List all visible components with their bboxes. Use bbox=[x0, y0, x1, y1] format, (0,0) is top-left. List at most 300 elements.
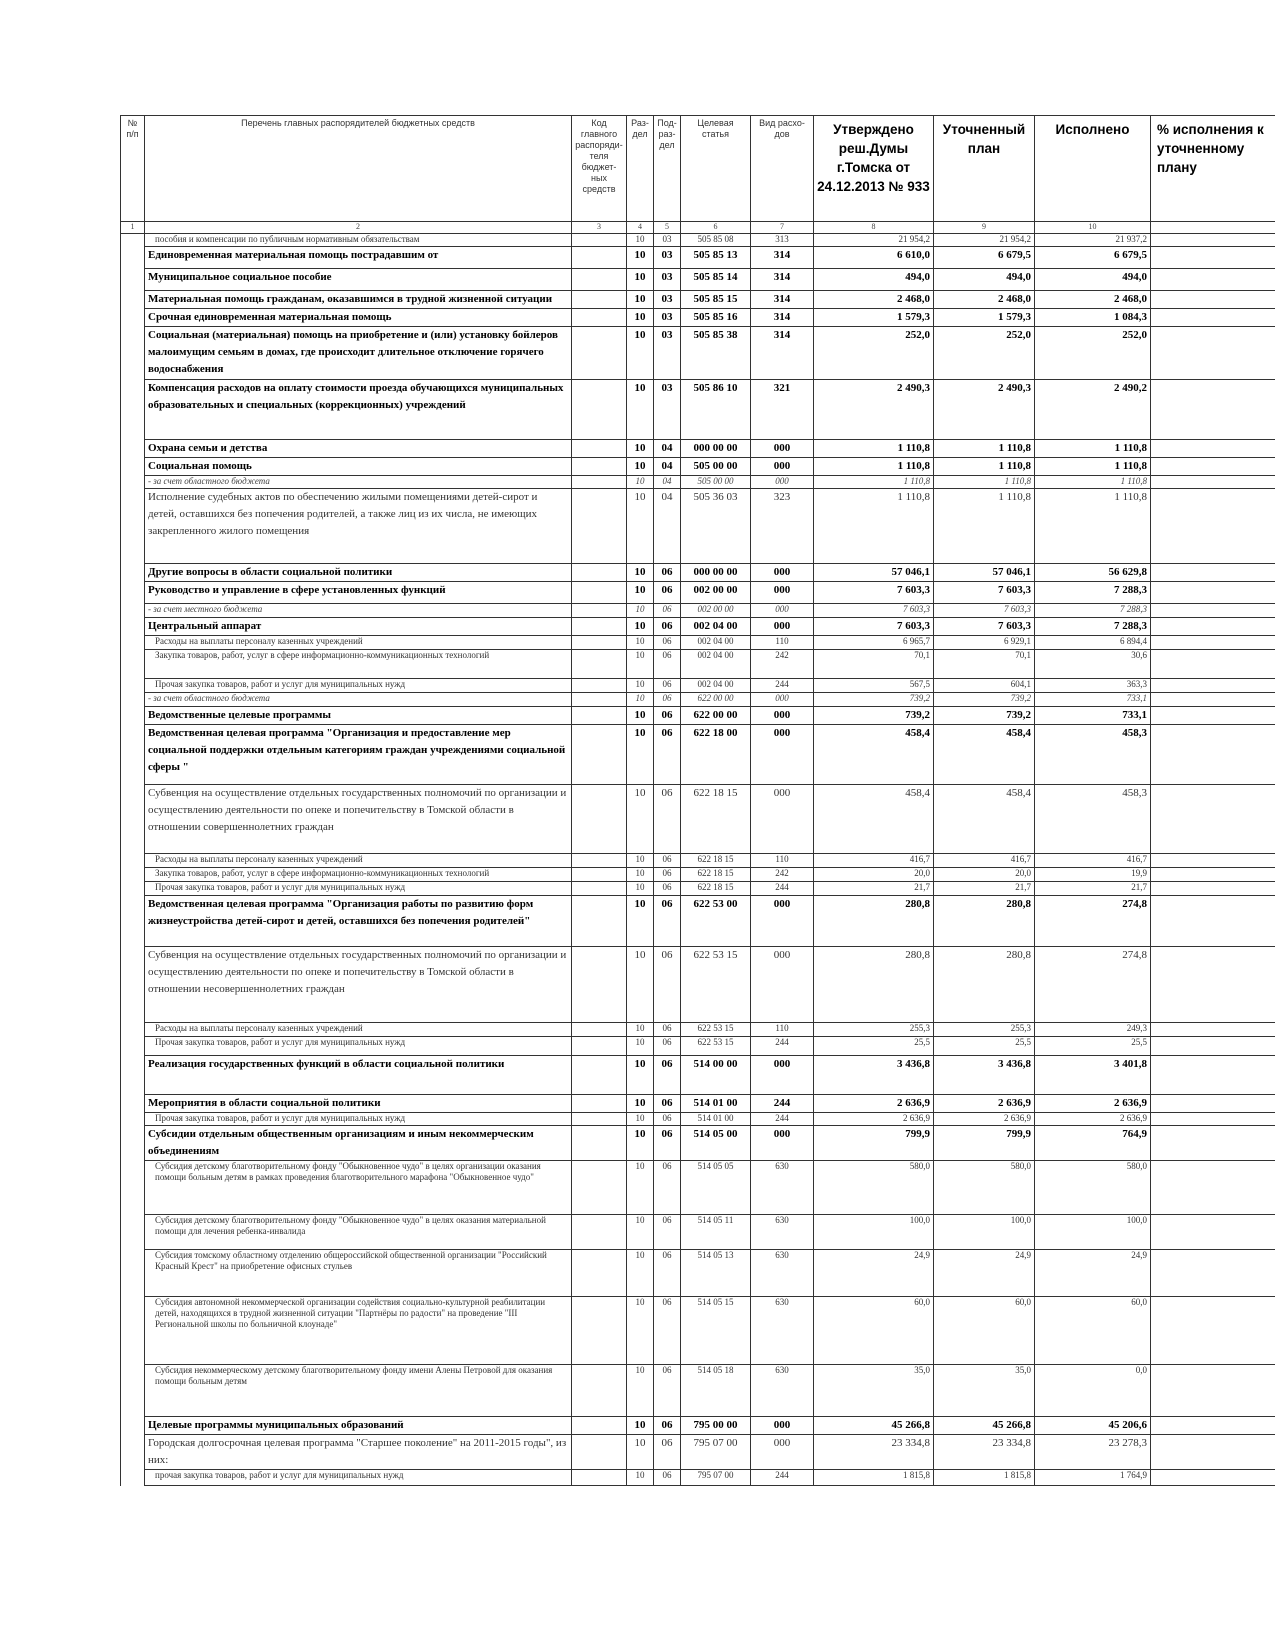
cell-ks: 514 05 00 bbox=[681, 1126, 751, 1161]
header-code: Код главного распоряди-теля бюджет-ных средств bbox=[572, 116, 627, 222]
row-number-cell bbox=[121, 1161, 145, 1215]
cell-ks: 505 86 10 bbox=[681, 380, 751, 440]
cell-percent bbox=[1151, 725, 1275, 785]
cell-percent bbox=[1151, 1435, 1275, 1470]
cell-razdel: 10 bbox=[627, 476, 654, 489]
row-number-cell bbox=[121, 489, 145, 564]
col-number: 3 bbox=[572, 222, 627, 234]
cell-name: Ведомственная целевая программа "Организация и предоставление мер социальной поддержки отдельным категориям граждан учреждениями социальной сферы " bbox=[145, 725, 572, 785]
cell-ks: 795 07 00 bbox=[681, 1470, 751, 1486]
row-number-cell bbox=[121, 947, 145, 1023]
cell-executed: 21,7 bbox=[1035, 882, 1151, 896]
cell-podrazdel: 06 bbox=[654, 1023, 681, 1037]
header-target: Целевая статья bbox=[681, 116, 751, 222]
cell-approved: 1 110,8 bbox=[814, 440, 934, 458]
cell-percent bbox=[1151, 947, 1275, 1023]
cell-percent bbox=[1151, 854, 1275, 868]
cell-code bbox=[572, 489, 627, 564]
cell-ks: 002 00 00 bbox=[681, 604, 751, 618]
row-number-cell bbox=[121, 1470, 145, 1486]
row-number-cell bbox=[121, 785, 145, 854]
table-row bbox=[121, 489, 1275, 564]
cell-vr: 314 bbox=[751, 269, 814, 291]
cell-vr: 000 bbox=[751, 1435, 814, 1470]
cell-plan: 6 679,5 bbox=[934, 247, 1035, 269]
cell-podrazdel: 06 bbox=[654, 1095, 681, 1113]
cell-approved: 252,0 bbox=[814, 327, 934, 380]
col-number: 10 bbox=[1035, 222, 1151, 234]
cell-podrazdel: 04 bbox=[654, 489, 681, 564]
cell-executed: 56 629,8 bbox=[1035, 564, 1151, 582]
cell-name: - за счет местного бюджета bbox=[145, 604, 572, 618]
cell-approved: 567,5 bbox=[814, 679, 934, 693]
row-number-cell bbox=[121, 1095, 145, 1113]
cell-plan: 20,0 bbox=[934, 868, 1035, 882]
cell-vr: 000 bbox=[751, 458, 814, 476]
cell-approved: 21,7 bbox=[814, 882, 934, 896]
cell-approved: 1 110,8 bbox=[814, 489, 934, 564]
cell-podrazdel: 06 bbox=[654, 636, 681, 650]
header-row bbox=[121, 116, 1275, 222]
cell-code bbox=[572, 636, 627, 650]
cell-percent bbox=[1151, 1095, 1275, 1113]
cell-plan: 21 954,2 bbox=[934, 234, 1035, 247]
cell-executed: 23 278,3 bbox=[1035, 1435, 1151, 1470]
cell-plan: 2 636,9 bbox=[934, 1095, 1035, 1113]
cell-executed: 45 206,6 bbox=[1035, 1417, 1151, 1435]
cell-podrazdel: 06 bbox=[654, 1126, 681, 1161]
cell-name: Социальная помощь bbox=[145, 458, 572, 476]
table-row bbox=[121, 1161, 1275, 1215]
cell-code bbox=[572, 1417, 627, 1435]
cell-name: Расходы на выплаты персоналу казенных учреждений bbox=[145, 1023, 572, 1037]
cell-code bbox=[572, 1250, 627, 1297]
row-number-cell bbox=[121, 679, 145, 693]
cell-code bbox=[572, 1365, 627, 1417]
cell-percent bbox=[1151, 882, 1275, 896]
cell-vr: 000 bbox=[751, 947, 814, 1023]
cell-code bbox=[572, 309, 627, 327]
cell-plan: 1 110,8 bbox=[934, 440, 1035, 458]
cell-razdel: 10 bbox=[627, 1250, 654, 1297]
cell-executed: 580,0 bbox=[1035, 1161, 1151, 1215]
cell-percent bbox=[1151, 458, 1275, 476]
cell-plan: 1 110,8 bbox=[934, 458, 1035, 476]
cell-vr: 244 bbox=[751, 1470, 814, 1486]
table-row bbox=[121, 291, 1275, 309]
cell-percent bbox=[1151, 650, 1275, 679]
cell-approved: 739,2 bbox=[814, 707, 934, 725]
cell-ks: 514 05 05 bbox=[681, 1161, 751, 1215]
cell-code bbox=[572, 564, 627, 582]
table-row bbox=[121, 636, 1275, 650]
cell-approved: 20,0 bbox=[814, 868, 934, 882]
cell-approved: 45 266,8 bbox=[814, 1417, 934, 1435]
cell-name: Исполнение судебных актов по обеспечению жилыми помещениями детей-сирот и детей, оставшихся без попечения родителей, а также лиц из их числа, не имеющих закрепленного жилого помещения bbox=[145, 489, 572, 564]
cell-ks: 505 00 00 bbox=[681, 458, 751, 476]
cell-ks: 000 00 00 bbox=[681, 564, 751, 582]
cell-executed: 249,3 bbox=[1035, 1023, 1151, 1037]
cell-percent bbox=[1151, 269, 1275, 291]
cell-plan: 25,5 bbox=[934, 1037, 1035, 1056]
header-approved: Утверждено реш.Думы г.Томска от 24.12.2013 № 933 bbox=[814, 116, 934, 222]
cell-vr: 244 bbox=[751, 882, 814, 896]
cell-executed: 2 490,2 bbox=[1035, 380, 1151, 440]
cell-executed: 252,0 bbox=[1035, 327, 1151, 380]
header-subsection: Под-раз-дел bbox=[654, 116, 681, 222]
row-number-cell bbox=[121, 896, 145, 947]
row-number-cell bbox=[121, 564, 145, 582]
cell-plan: 35,0 bbox=[934, 1365, 1035, 1417]
cell-executed: 2 468,0 bbox=[1035, 291, 1151, 309]
row-number-cell bbox=[121, 440, 145, 458]
cell-name: Субсидия детскому благотворительному фонду "Обыкновенное чудо" в целях организации оказания помощи больным детям в рамках проведения благотворительного марафона "Обыкновенное чудо" bbox=[145, 1161, 572, 1215]
cell-podrazdel: 06 bbox=[654, 604, 681, 618]
cell-code bbox=[572, 882, 627, 896]
cell-plan: 7 603,3 bbox=[934, 604, 1035, 618]
table-row bbox=[121, 582, 1275, 604]
cell-percent bbox=[1151, 1297, 1275, 1365]
cell-vr: 000 bbox=[751, 896, 814, 947]
cell-percent bbox=[1151, 1470, 1275, 1486]
col-number: 9 bbox=[934, 222, 1035, 234]
cell-ks: 505 36 03 bbox=[681, 489, 751, 564]
cell-name: Расходы на выплаты персоналу казенных учреждений bbox=[145, 636, 572, 650]
cell-code bbox=[572, 1095, 627, 1113]
cell-ks: 622 18 15 bbox=[681, 868, 751, 882]
col-number bbox=[1151, 222, 1275, 234]
cell-executed: 733,1 bbox=[1035, 693, 1151, 707]
table-row bbox=[121, 380, 1275, 440]
cell-plan: 1 815,8 bbox=[934, 1470, 1035, 1486]
cell-vr: 630 bbox=[751, 1365, 814, 1417]
cell-podrazdel: 06 bbox=[654, 582, 681, 604]
cell-percent bbox=[1151, 618, 1275, 636]
cell-name: Закупка товаров, работ, услуг в сфере информационно-коммуникационных технологий bbox=[145, 650, 572, 679]
cell-executed: 274,8 bbox=[1035, 947, 1151, 1023]
row-number-cell bbox=[121, 1113, 145, 1126]
cell-ks: 622 53 15 bbox=[681, 1023, 751, 1037]
col-number: 1 bbox=[121, 222, 145, 234]
cell-podrazdel: 06 bbox=[654, 1161, 681, 1215]
table-row bbox=[121, 269, 1275, 291]
cell-plan: 70,1 bbox=[934, 650, 1035, 679]
cell-code bbox=[572, 269, 627, 291]
cell-percent bbox=[1151, 868, 1275, 882]
cell-razdel: 10 bbox=[627, 582, 654, 604]
cell-approved: 7 603,3 bbox=[814, 582, 934, 604]
cell-razdel: 10 bbox=[627, 707, 654, 725]
cell-approved: 100,0 bbox=[814, 1215, 934, 1250]
table-row bbox=[121, 1435, 1275, 1470]
table-row bbox=[121, 458, 1275, 476]
cell-plan: 458,4 bbox=[934, 785, 1035, 854]
cell-razdel: 10 bbox=[627, 327, 654, 380]
cell-razdel: 10 bbox=[627, 247, 654, 269]
cell-podrazdel: 06 bbox=[654, 785, 681, 854]
cell-approved: 1 110,8 bbox=[814, 476, 934, 489]
cell-code bbox=[572, 854, 627, 868]
row-number-cell bbox=[121, 1126, 145, 1161]
cell-approved: 3 436,8 bbox=[814, 1056, 934, 1095]
cell-percent bbox=[1151, 564, 1275, 582]
cell-podrazdel: 06 bbox=[654, 1435, 681, 1470]
row-number-cell bbox=[121, 854, 145, 868]
cell-executed: 19,9 bbox=[1035, 868, 1151, 882]
cell-razdel: 10 bbox=[627, 309, 654, 327]
row-number-cell bbox=[121, 247, 145, 269]
cell-vr: 000 bbox=[751, 618, 814, 636]
cell-code bbox=[572, 618, 627, 636]
cell-name: Материальная помощь гражданам, оказавшимся в трудной жизненной ситуации bbox=[145, 291, 572, 309]
cell-razdel: 10 bbox=[627, 693, 654, 707]
cell-approved: 458,4 bbox=[814, 785, 934, 854]
cell-executed: 7 288,3 bbox=[1035, 582, 1151, 604]
cell-ks: 505 85 13 bbox=[681, 247, 751, 269]
table-row bbox=[121, 650, 1275, 679]
row-number-cell bbox=[121, 650, 145, 679]
cell-ks: 514 05 15 bbox=[681, 1297, 751, 1365]
cell-code bbox=[572, 868, 627, 882]
row-number-cell bbox=[121, 458, 145, 476]
cell-podrazdel: 06 bbox=[654, 618, 681, 636]
cell-plan: 604,1 bbox=[934, 679, 1035, 693]
cell-plan: 252,0 bbox=[934, 327, 1035, 380]
budget-table bbox=[120, 115, 1275, 1486]
cell-code bbox=[572, 476, 627, 489]
cell-podrazdel: 03 bbox=[654, 269, 681, 291]
row-number-cell bbox=[121, 693, 145, 707]
cell-code bbox=[572, 291, 627, 309]
cell-name: Прочая закупка товаров, работ и услуг для муниципальных нужд bbox=[145, 1113, 572, 1126]
cell-approved: 7 603,3 bbox=[814, 618, 934, 636]
table-row bbox=[121, 1095, 1275, 1113]
cell-name: Городская долгосрочная целевая программа "Старшее поколение" на 2011-2015 годы", из них: bbox=[145, 1435, 572, 1470]
table-row bbox=[121, 440, 1275, 458]
cell-code bbox=[572, 1215, 627, 1250]
cell-approved: 280,8 bbox=[814, 947, 934, 1023]
cell-ks: 002 04 00 bbox=[681, 636, 751, 650]
table-row bbox=[121, 868, 1275, 882]
cell-podrazdel: 06 bbox=[654, 1056, 681, 1095]
cell-approved: 416,7 bbox=[814, 854, 934, 868]
cell-executed: 6 679,5 bbox=[1035, 247, 1151, 269]
cell-approved: 280,8 bbox=[814, 896, 934, 947]
cell-plan: 1 110,8 bbox=[934, 489, 1035, 564]
cell-percent bbox=[1151, 1250, 1275, 1297]
cell-approved: 25,5 bbox=[814, 1037, 934, 1056]
table-row bbox=[121, 707, 1275, 725]
cell-code bbox=[572, 947, 627, 1023]
cell-executed: 363,3 bbox=[1035, 679, 1151, 693]
cell-name: Прочая закупка товаров, работ и услуг для муниципальных нужд bbox=[145, 882, 572, 896]
cell-razdel: 10 bbox=[627, 1126, 654, 1161]
cell-ks: 505 85 38 bbox=[681, 327, 751, 380]
table-row bbox=[121, 234, 1275, 247]
cell-ks: 514 01 00 bbox=[681, 1095, 751, 1113]
cell-percent bbox=[1151, 1113, 1275, 1126]
cell-podrazdel: 06 bbox=[654, 896, 681, 947]
cell-executed: 7 288,3 bbox=[1035, 618, 1151, 636]
cell-name: Единовременная материальная помощь пострадавшим от bbox=[145, 247, 572, 269]
col-number: 4 bbox=[627, 222, 654, 234]
cell-ks: 795 00 00 bbox=[681, 1417, 751, 1435]
cell-code bbox=[572, 679, 627, 693]
cell-podrazdel: 06 bbox=[654, 947, 681, 1023]
cell-vr: 000 bbox=[751, 440, 814, 458]
cell-razdel: 10 bbox=[627, 440, 654, 458]
cell-razdel: 10 bbox=[627, 604, 654, 618]
cell-name: Субсидии отдельным общественным организациям и иным некоммерческим объединениям bbox=[145, 1126, 572, 1161]
header-percent: % исполнения к уточненному плану bbox=[1151, 116, 1275, 222]
cell-podrazdel: 06 bbox=[654, 854, 681, 868]
cell-plan: 60,0 bbox=[934, 1297, 1035, 1365]
cell-approved: 70,1 bbox=[814, 650, 934, 679]
cell-percent bbox=[1151, 679, 1275, 693]
table-row bbox=[121, 1126, 1275, 1161]
cell-approved: 580,0 bbox=[814, 1161, 934, 1215]
cell-ks: 622 00 00 bbox=[681, 707, 751, 725]
cell-podrazdel: 06 bbox=[654, 1250, 681, 1297]
cell-vr: 314 bbox=[751, 327, 814, 380]
cell-percent bbox=[1151, 604, 1275, 618]
table-row bbox=[121, 1250, 1275, 1297]
cell-percent bbox=[1151, 380, 1275, 440]
cell-percent bbox=[1151, 476, 1275, 489]
cell-ks: 514 01 00 bbox=[681, 1113, 751, 1126]
cell-vr: 323 bbox=[751, 489, 814, 564]
cell-code bbox=[572, 247, 627, 269]
cell-code bbox=[572, 693, 627, 707]
cell-plan: 799,9 bbox=[934, 1126, 1035, 1161]
cell-plan: 280,8 bbox=[934, 896, 1035, 947]
cell-razdel: 10 bbox=[627, 1161, 654, 1215]
cell-name: Субсидия некоммерческому детскому благотворительному фонду имени Алены Петровой для оказания помощи больным детям bbox=[145, 1365, 572, 1417]
cell-vr: 630 bbox=[751, 1161, 814, 1215]
cell-executed: 1 110,8 bbox=[1035, 458, 1151, 476]
cell-podrazdel: 03 bbox=[654, 309, 681, 327]
cell-executed: 733,1 bbox=[1035, 707, 1151, 725]
cell-podrazdel: 03 bbox=[654, 234, 681, 247]
row-number-cell bbox=[121, 618, 145, 636]
cell-percent bbox=[1151, 440, 1275, 458]
cell-approved: 1 815,8 bbox=[814, 1470, 934, 1486]
cell-razdel: 10 bbox=[627, 868, 654, 882]
row-number-cell bbox=[121, 1037, 145, 1056]
cell-ks: 622 53 15 bbox=[681, 947, 751, 1023]
cell-percent bbox=[1151, 234, 1275, 247]
cell-plan: 280,8 bbox=[934, 947, 1035, 1023]
cell-executed: 25,5 bbox=[1035, 1037, 1151, 1056]
cell-ks: 514 00 00 bbox=[681, 1056, 751, 1095]
cell-plan: 24,9 bbox=[934, 1250, 1035, 1297]
cell-approved: 2 490,3 bbox=[814, 380, 934, 440]
cell-ks: 622 18 15 bbox=[681, 854, 751, 868]
cell-ks: 002 04 00 bbox=[681, 650, 751, 679]
cell-executed: 274,8 bbox=[1035, 896, 1151, 947]
cell-code bbox=[572, 1297, 627, 1365]
col-number: 7 bbox=[751, 222, 814, 234]
cell-razdel: 10 bbox=[627, 1095, 654, 1113]
cell-executed: 30,6 bbox=[1035, 650, 1151, 679]
cell-podrazdel: 06 bbox=[654, 882, 681, 896]
cell-razdel: 10 bbox=[627, 269, 654, 291]
cell-executed: 1 084,3 bbox=[1035, 309, 1151, 327]
cell-podrazdel: 06 bbox=[654, 1470, 681, 1486]
cell-razdel: 10 bbox=[627, 947, 654, 1023]
cell-percent bbox=[1151, 582, 1275, 604]
cell-podrazdel: 06 bbox=[654, 1215, 681, 1250]
col-number: 8 bbox=[814, 222, 934, 234]
cell-code bbox=[572, 1126, 627, 1161]
table-row bbox=[121, 476, 1275, 489]
cell-code bbox=[572, 234, 627, 247]
table-row bbox=[121, 679, 1275, 693]
cell-ks: 505 00 00 bbox=[681, 476, 751, 489]
cell-razdel: 10 bbox=[627, 1215, 654, 1250]
cell-code bbox=[572, 380, 627, 440]
cell-executed: 458,3 bbox=[1035, 785, 1151, 854]
cell-executed: 3 401,8 bbox=[1035, 1056, 1151, 1095]
cell-name: Центральный аппарат bbox=[145, 618, 572, 636]
cell-vr: 000 bbox=[751, 1056, 814, 1095]
row-number-cell bbox=[121, 604, 145, 618]
cell-executed: 24,9 bbox=[1035, 1250, 1151, 1297]
table-row bbox=[121, 1215, 1275, 1250]
table-row bbox=[121, 882, 1275, 896]
cell-podrazdel: 06 bbox=[654, 707, 681, 725]
cell-vr: 630 bbox=[751, 1250, 814, 1297]
cell-name: Субсидия томскому областному отделению общероссийской общественной организации "Российский Красный Крест" на приобретение офисных стульев bbox=[145, 1250, 572, 1297]
cell-vr: 000 bbox=[751, 1417, 814, 1435]
cell-name: Охрана семьи и детства bbox=[145, 440, 572, 458]
row-number-cell bbox=[121, 636, 145, 650]
cell-executed: 0,0 bbox=[1035, 1365, 1151, 1417]
cell-percent bbox=[1151, 1365, 1275, 1417]
table-row bbox=[121, 247, 1275, 269]
cell-code bbox=[572, 1023, 627, 1037]
cell-podrazdel: 06 bbox=[654, 1297, 681, 1365]
cell-razdel: 10 bbox=[627, 636, 654, 650]
table-row bbox=[121, 1297, 1275, 1365]
row-number-cell bbox=[121, 882, 145, 896]
cell-code bbox=[572, 458, 627, 476]
cell-percent bbox=[1151, 489, 1275, 564]
cell-percent bbox=[1151, 291, 1275, 309]
cell-approved: 23 334,8 bbox=[814, 1435, 934, 1470]
row-number-cell bbox=[121, 1365, 145, 1417]
cell-ks: 505 85 14 bbox=[681, 269, 751, 291]
header-section: Раз-дел bbox=[627, 116, 654, 222]
cell-plan: 494,0 bbox=[934, 269, 1035, 291]
cell-ks: 514 05 13 bbox=[681, 1250, 751, 1297]
cell-code bbox=[572, 785, 627, 854]
cell-podrazdel: 06 bbox=[654, 1365, 681, 1417]
cell-podrazdel: 03 bbox=[654, 327, 681, 380]
cell-approved: 2 636,9 bbox=[814, 1095, 934, 1113]
cell-code bbox=[572, 725, 627, 785]
cell-name: Расходы на выплаты персоналу казенных учреждений bbox=[145, 854, 572, 868]
table-row bbox=[121, 1417, 1275, 1435]
cell-executed: 1 110,8 bbox=[1035, 489, 1151, 564]
cell-percent bbox=[1151, 785, 1275, 854]
cell-name: Прочая закупка товаров, работ и услуг для муниципальных нужд bbox=[145, 679, 572, 693]
cell-name: прочая закупка товаров, работ и услуг для муниципальных нужд bbox=[145, 1470, 572, 1486]
cell-plan: 739,2 bbox=[934, 693, 1035, 707]
cell-ks: 622 18 00 bbox=[681, 725, 751, 785]
cell-plan: 1 110,8 bbox=[934, 476, 1035, 489]
cell-vr: 244 bbox=[751, 1113, 814, 1126]
